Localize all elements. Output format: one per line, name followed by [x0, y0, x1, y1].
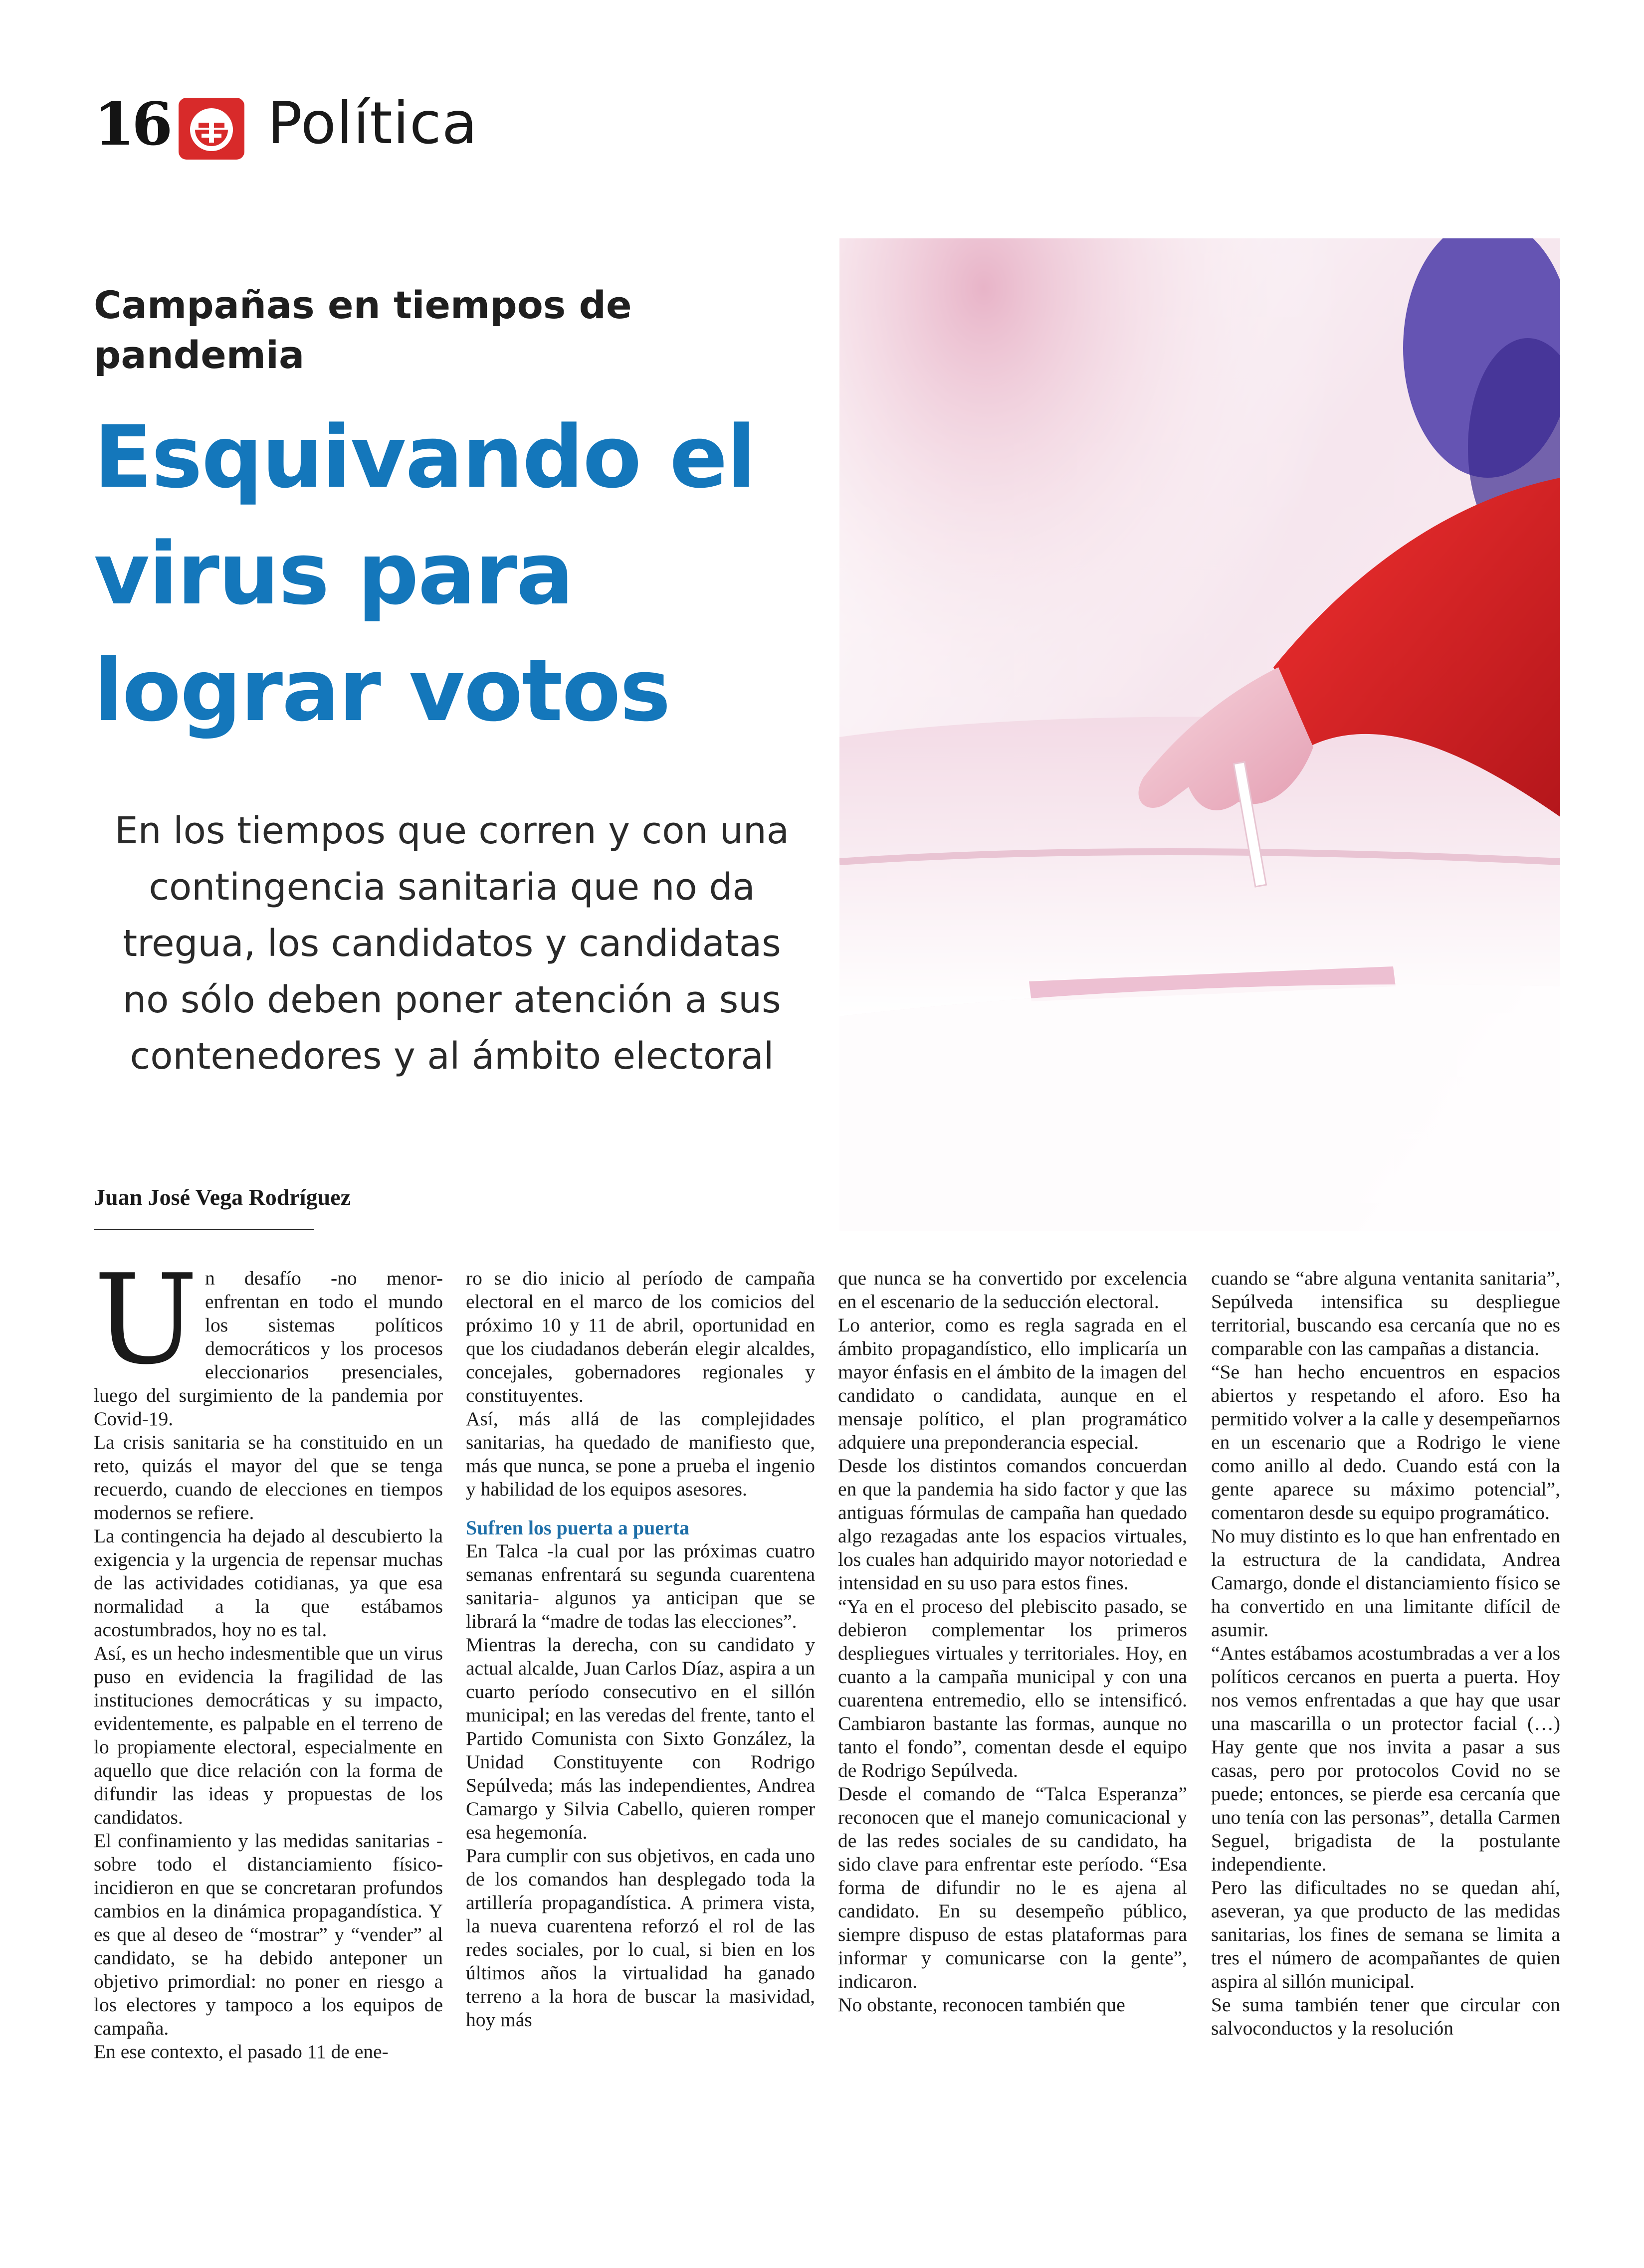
- article-paragraph: “Se han hecho encuentros en espacios abiertos y respetando el aforo. Eso ha permitido volver a la calle y desempeñarnos en un escenario que a Rodrigo le viene como anillo al dedo. Cuando está con la gente aparece su máximo potencial”, comentaron desde su equipo programático.: [1211, 1361, 1560, 1523]
- article-column-2: [466, 1267, 815, 2244]
- article-paragraph: “Antes estábamos acostumbradas a ver a los políticos cercanos en puerta a puerta. Hoy nos vemos enfrentadas a que hay que usar una mascarilla o un protector facial (…) Hay gente que nos invita a pasar a sus casas, pero por protocolos Covid no se puede; entonces, se pierde esa cercanía que uno tenía con las personas”, detalla Carmen Seguel, brigadista de la postulante independiente.: [1211, 1642, 1560, 1875]
- article-paragraph: Desde el comando de “Talca Esperanza” reconocen que el manejo comunicacional y de las redes sociales de su candidato, ha sido clave para enfrentar este período. “Esa forma de difundir no le es ajena al candidato. En su desempeño público, siempre dispuso de estas plataformas para informar y comunicarse con la gente”, indicaron.: [838, 1783, 1187, 1992]
- article-paragraph: No muy distinto es lo que han enfrentado en la estructura de la candidata, Andrea Camargo, donde el distanciamiento físico se ha convertido en una limitante difícil de asumir.: [1211, 1525, 1560, 1641]
- article-column-1: [94, 1267, 443, 2244]
- article-paragraph: Pero las dificultades no se quedan ahí, aseveran, ya que producto de las medidas sanitarias, los fines de semana se limita a tres el número de acompañantes de quien aspira al sillón municipal.: [1211, 1877, 1560, 1992]
- drop-cap: U: [94, 1267, 199, 1392]
- article-kicker: Campañas en tiempos de pandemia: [94, 283, 632, 377]
- article-paragraph: Así, más allá de las complejidades sanitarias, ha quedado de manifiesto que, más que nunca, se pone a prueba el ingenio y habilidad de los equipos asesores.: [466, 1408, 815, 1500]
- article-paragraph: ro se dio inicio al período de campaña electoral en el marco de los comicios del próximo 10 y 11 de abril, oportunidad en que los ciudadanos deberán elegir alcaldes, concejales, gobernadores regionales y constituyentes.: [466, 1267, 815, 1406]
- article-column-3: [838, 1267, 1187, 2244]
- page-number: 16: [94, 89, 170, 159]
- article-paragraph: Un desafío -no menor- enfrentan en todo el mundo los sistemas políticos democráticos y los procesos eleccionarios presenciales, luego del surgimiento de la pandemia por Covid-19.: [94, 1267, 443, 1430]
- article-paragraph: No obstante, reconocen también que: [838, 1994, 1125, 2016]
- article-paragraph: La crisis sanitaria se ha constituido en un reto, quizás el mayor del que se tenga recuerdo, cuando de elecciones en tiempos modernos se refiere.: [94, 1431, 443, 1523]
- article-paragraph: La contingencia ha dejado al descubierto la exigencia y la urgencia de repensar muchas de las actividades cotidianas, ya que esa normalidad a la que estábamos acostumbrados, hoy no es tal.: [94, 1525, 443, 1641]
- article-paragraph: En ese contexto, el pasado 11 de ene-: [94, 2041, 389, 2063]
- article-paragraph: Mientras la derecha, con su candidato y actual alcalde, Juan Carlos Díaz, aspira a un cuarto período consecutivo en el sillón municipal; en las veredas del frente, tanto el Partido Comunista con Sixto González, la Unidad Constituyente con Rodrigo Sepúlveda; más las independientes, Andrea Camargo y Silvia Cabello, quieren romper esa hegemonía.: [466, 1634, 815, 1843]
- article-paragraph: Así, es un hecho indesmentible que un virus puso en evidencia la fragilidad de las instituciones democráticas y su impacto, evidentemente, es palpable en el terreno de lo propiamente electoral, especialmente en aquello que dice relación con la forma de difundir las ideas y propuestas de los candidatos.: [94, 1642, 443, 1828]
- article-paragraph: En Talca -la cual por las próximas cuatro semanas enfrentará su segunda cuarentena sanitaria- algunos ya anticipan que se librará la “madre de todas las elecciones”.: [466, 1540, 815, 1632]
- article-headline: Esquivando el virus para lograr votos: [94, 407, 755, 741]
- byline-divider: [94, 1229, 314, 1230]
- article-paragraph: cuando se “abre alguna ventanita sanitaria”, Sepúlveda intensifica su despliegue territorial, buscando esa cercanía que no es comparable con las campañas a distancia.: [1211, 1267, 1560, 1359]
- article-subhead: Sufren los puerta a puerta: [466, 1516, 690, 1539]
- newspaper-logo-icon: [179, 98, 244, 160]
- article-paragraph: Lo anterior, como es regla sagrada en el ámbito propagandístico, ello implicaría un mayor énfasis en el ámbito de la imagen del candidato o candidata, aunque en el mensaje político, el plan programático adquiere una preponderancia especial.: [838, 1314, 1187, 1453]
- section-title: Política: [267, 90, 478, 157]
- article-paragraph: Para cumplir con sus objetivos, en cada uno de los comandos han desplegado toda la artillería propagandística. A primera vista, la nueva cuarentena reforzó el rol de las redes sociales, por lo cual, si bien en los últimos años la virtualidad ha ganado terreno a la hora de buscar la masividad, hoy más: [466, 1845, 815, 2031]
- article-paragraph: “Ya en el proceso del plebiscito pasado, se debieron complementar los primeros despliegues virtuales y territoriales. Hoy, en cuanto a la campaña municipal y con una cuarentena entremedio, ello se intensificó. Cambiaron bastante las formas, aunque no tanto el fondo”, comentan desde el equipo de Rodrigo Sepúlveda.: [838, 1595, 1187, 1781]
- voting-ballot-photo: [839, 238, 1560, 1231]
- article-byline: Juan José Vega Rodríguez: [94, 1184, 351, 1210]
- article-paragraph: Desde los distintos comandos concuerdan en que la pandemia ha sido factor y que las antiguas fórmulas de campaña han quedado algo rezagadas ante los espacios virtuales, los cuales han adquirido mayor notoriedad e intensidad en su uso para estos fines.: [838, 1455, 1187, 1594]
- article-paragraph: que nunca se ha convertido por excelencia en el escenario de la seducción electoral.: [838, 1267, 1187, 1313]
- article-deck: En los tiempos que corren y con una contingencia sanitaria que no da tregua, los candidatos y candidatas no sólo deben poner atención a sus contenedores y al ámbito electoral: [114, 809, 790, 1078]
- article-column-4: [1211, 1267, 1560, 2244]
- article-paragraph: Se suma también tener que circular con salvoconductos y la resolución: [1211, 1994, 1560, 2039]
- article-paragraph: El confinamiento y las medidas sanitarias -sobre todo el distanciamiento físico- incidieron en que se concretaran profundos cambios en la dinámica propagandística. Y es que al deseo de “mostrar” y “vender” al candidato, se ha debido anteponer un objetivo primordial: no poner en riesgo a los electores y tampoco a los equipos de campaña.: [94, 1830, 443, 2039]
